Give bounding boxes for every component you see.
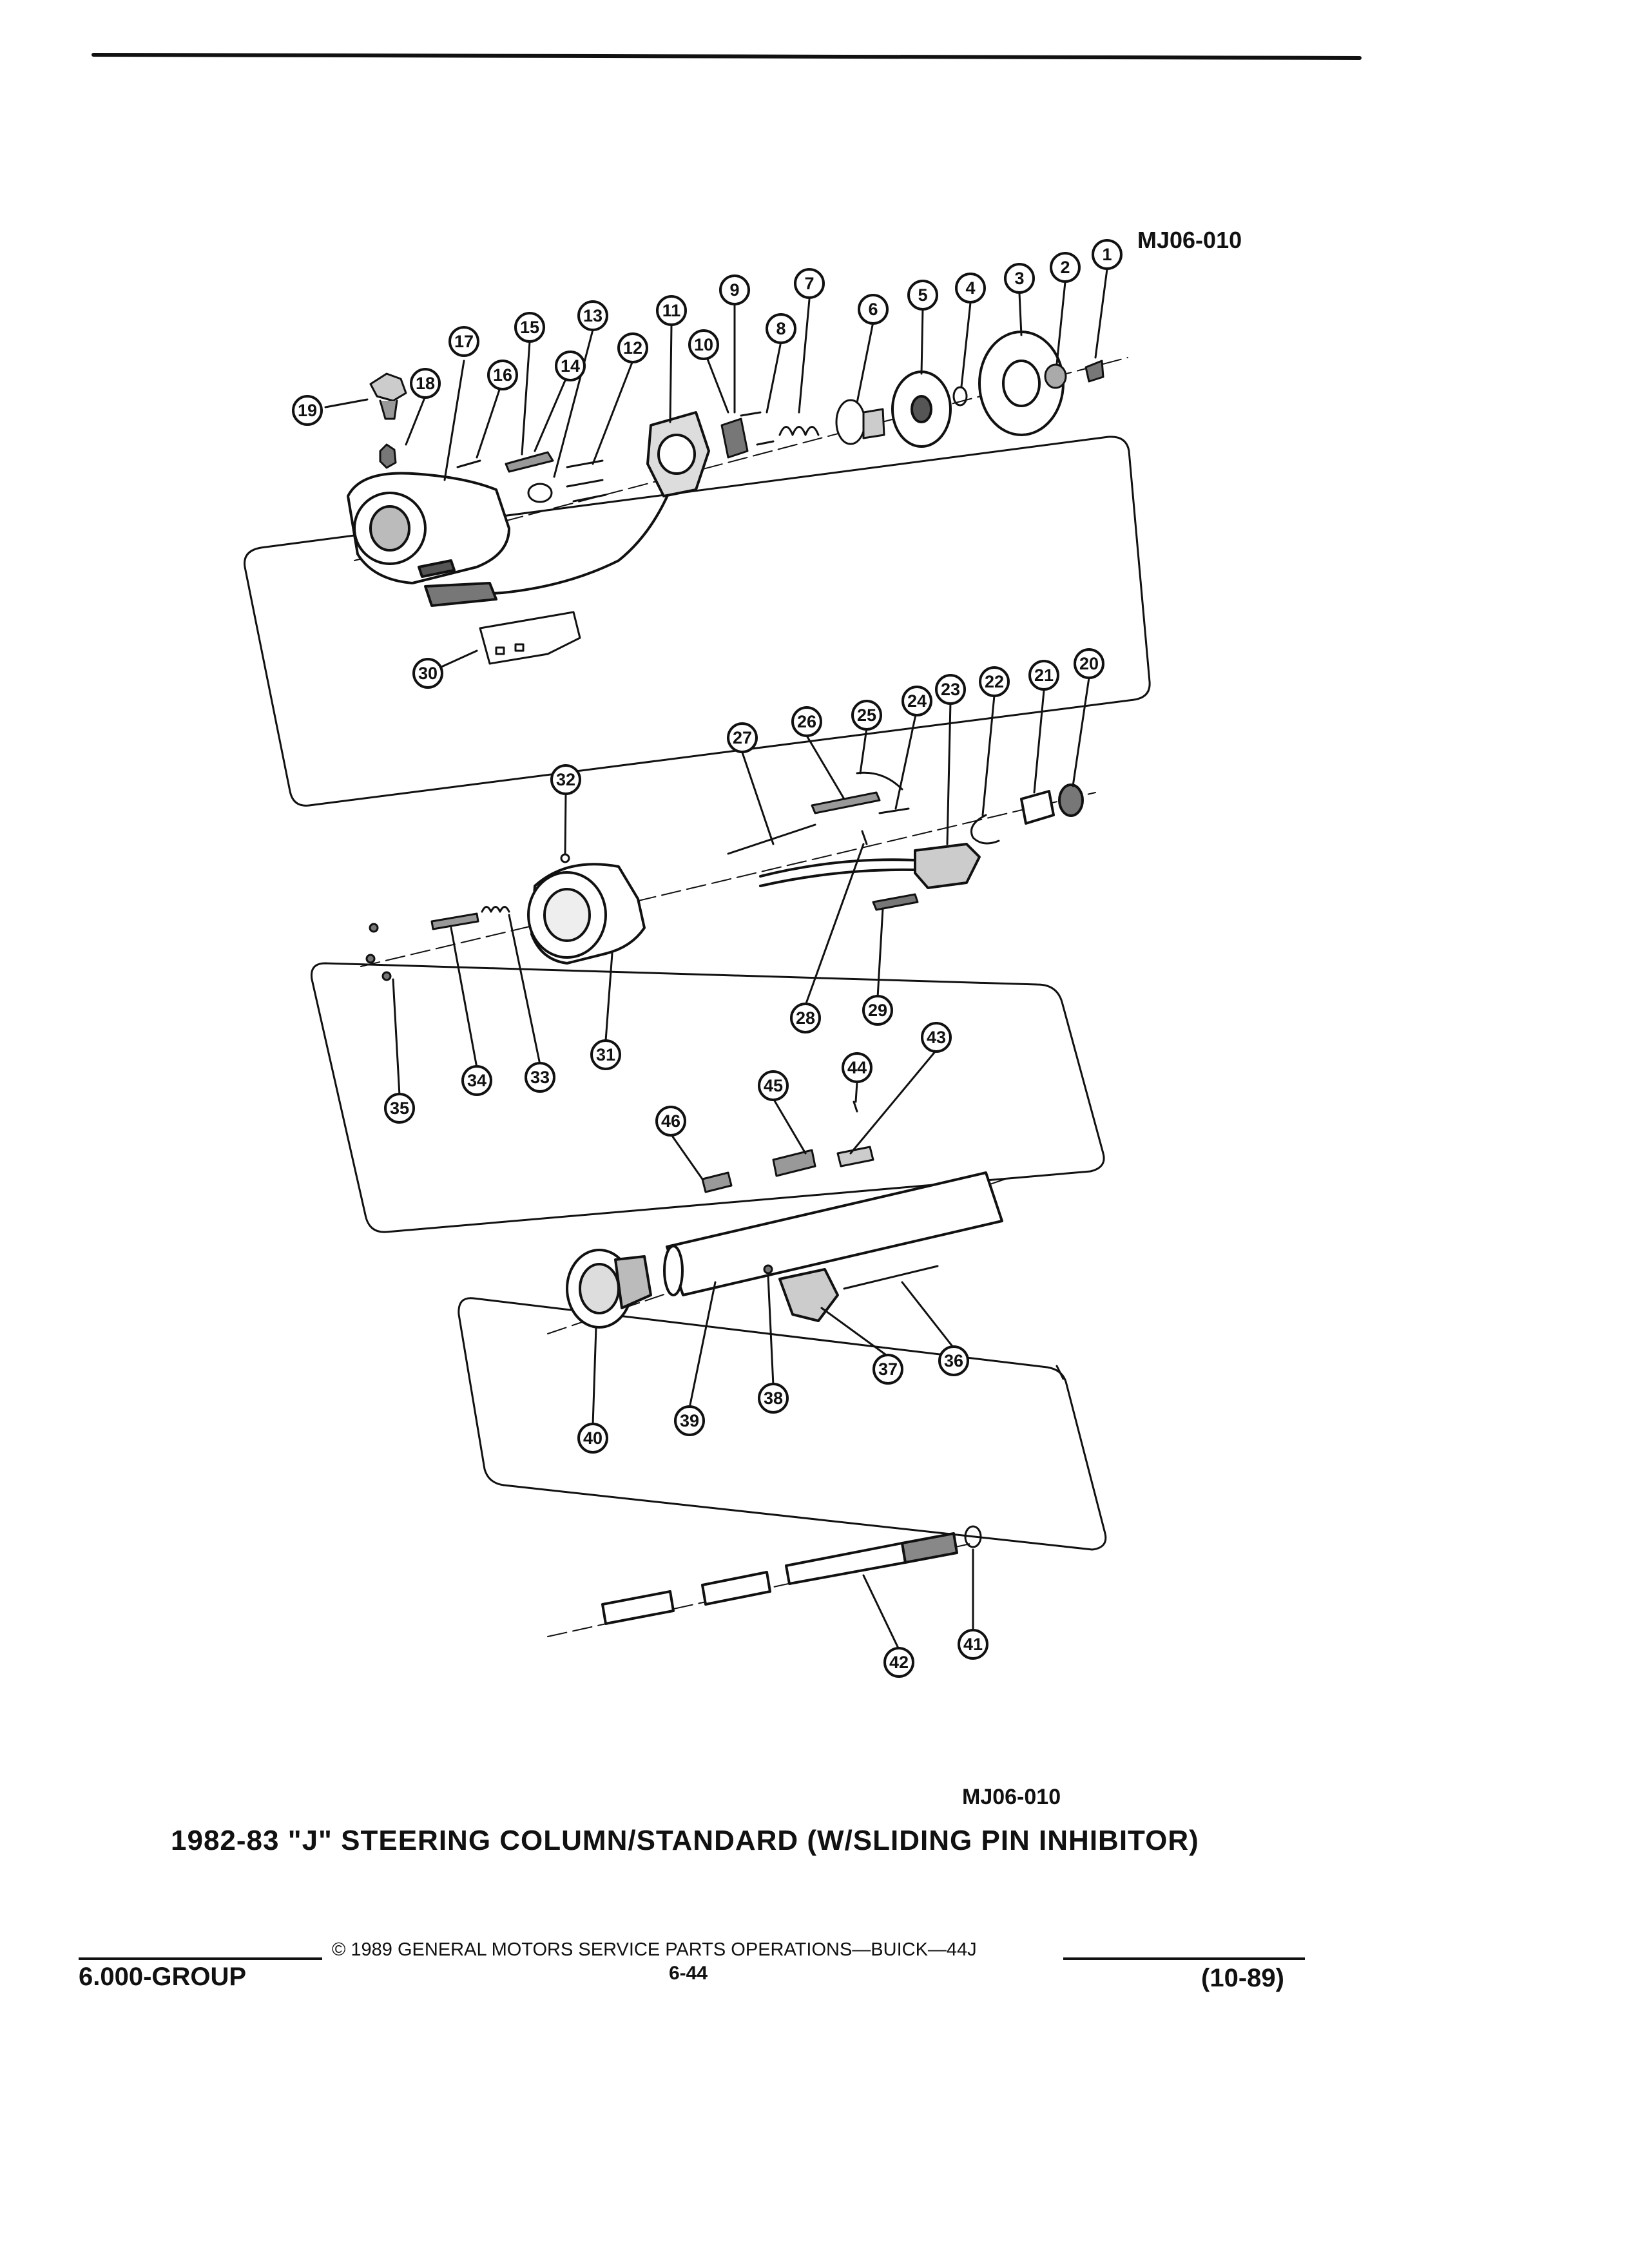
- callout-label-45: 45: [763, 1076, 784, 1095]
- callout-label-33: 33: [530, 1068, 550, 1087]
- callout-label-39: 39: [679, 1411, 700, 1430]
- figure-code-bottom: MJ06-010: [962, 1785, 1061, 1809]
- callout-label-3: 3: [1014, 269, 1025, 288]
- callout-label-34: 34: [467, 1071, 487, 1090]
- callout-label-10: 10: [693, 335, 714, 354]
- callout-label-4: 4: [965, 278, 976, 298]
- callout-label-15: 15: [519, 318, 540, 337]
- callout-label-36: 36: [943, 1351, 964, 1370]
- callout-label-8: 8: [776, 319, 786, 338]
- callout-label-32: 32: [555, 770, 576, 789]
- callout-label-24: 24: [907, 691, 927, 711]
- callout-label-2: 2: [1060, 258, 1070, 277]
- callout-label-18: 18: [415, 374, 436, 393]
- callout-label-7: 7: [804, 274, 815, 293]
- callout-label-27: 27: [732, 728, 753, 747]
- footer-copyright: © 1989 GENERAL MOTORS SERVICE PARTS OPERATIONS—BUICK—44J: [332, 1939, 977, 1960]
- callout-label-19: 19: [297, 401, 318, 420]
- callout-label-37: 37: [878, 1360, 898, 1379]
- callout-label-28: 28: [795, 1008, 816, 1028]
- callout-label-17: 17: [454, 332, 474, 351]
- callout-label-20: 20: [1079, 654, 1099, 673]
- figure-title: 1982-83 "J" STEERING COLUMN/STANDARD (W/SLIDING PIN INHIBITOR): [171, 1825, 1199, 1856]
- callout-label-6: 6: [868, 300, 878, 319]
- callout-label-5: 5: [918, 285, 928, 305]
- callout-label-22: 22: [984, 672, 1005, 691]
- callout-label-9: 9: [729, 280, 740, 300]
- callout-label-44: 44: [847, 1058, 867, 1077]
- callout-label-38: 38: [763, 1389, 784, 1408]
- callout-label-16: 16: [492, 365, 513, 385]
- callout-label-1: 1: [1102, 245, 1112, 264]
- footer-date: (10-89): [1201, 1964, 1284, 1992]
- callout-label-40: 40: [583, 1428, 603, 1448]
- callout-label-31: 31: [595, 1045, 616, 1064]
- callout-label-43: 43: [926, 1028, 947, 1047]
- footer-group: 6.000-GROUP: [79, 1963, 247, 1991]
- callout-label-25: 25: [856, 706, 877, 725]
- callout-label-35: 35: [389, 1099, 410, 1118]
- footer-page-number: 6-44: [669, 1963, 708, 1984]
- callout-label-14: 14: [560, 356, 581, 376]
- callout-label-13: 13: [583, 306, 603, 325]
- callout-label-12: 12: [622, 338, 643, 358]
- callout-label-26: 26: [796, 712, 817, 731]
- callout-label-23: 23: [940, 680, 961, 699]
- callout-label-41: 41: [963, 1635, 983, 1654]
- callout-label-21: 21: [1034, 666, 1054, 685]
- callout-label-46: 46: [660, 1111, 681, 1131]
- callout-label-30: 30: [418, 664, 438, 683]
- callout-label-11: 11: [662, 301, 681, 320]
- callout-label-42: 42: [889, 1653, 909, 1672]
- figure-code: MJ06-010: [1137, 227, 1242, 253]
- callout-label-29: 29: [867, 1001, 888, 1020]
